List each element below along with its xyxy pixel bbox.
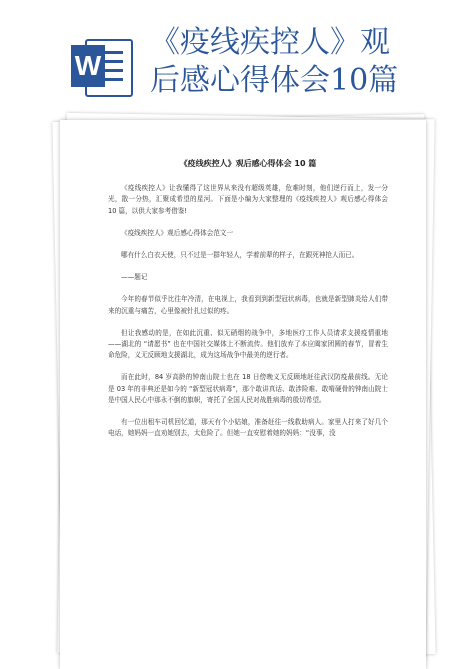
section-heading: 《疫线疾控人》观后感心得体会范文一 <box>121 228 234 237</box>
banner-title-line2: 后感心得体会10篇 <box>150 63 399 98</box>
header <box>0 0 474 118</box>
banner-title-line1: 《疫线疾控人》观 <box>150 25 390 60</box>
document-page <box>60 120 426 669</box>
body-paragraph: 而在此时，84 岁高龄的钟南山院士也在 18 日傍晚义无反顾地赶往武汉防疫最前线。无论是 03 年的非典还是如今的 “新型冠状病毒”，那个敢讲真话、敢涉险难、敢啃硬骨的钟南山院士是中国人民心中那永不倒的旗帜，寄托了全国人民对战胜病毒的殷切希望。 <box>108 373 388 404</box>
banner-title <box>150 24 470 100</box>
body-paragraph: 但让我感动的是，在如此沉重、似无硝烟的战争中，多地医疗工作人员请求支援疫情重地——湖北的 “请愿书” 也在中国社交媒体上不断流传。他们放弃了本应阖家团圆的春节，冒着生命危险，义无反顾地支援湖北，成为这场战争中最美的逆行者。 <box>108 328 388 360</box>
body-paragraph: 有一位出租车司机回忆道，那天有个小姑娘，准备赶往一线救助病人。家里人打来了好几个电话，她妈妈一直劝她别去，太危险了。但她一直安慰着她的妈妈：“没事，没 <box>108 418 388 438</box>
word-document-icon <box>71 35 133 97</box>
epigraph-signature: ——题记 <box>121 273 148 282</box>
intro-paragraph: 《疫线疾控人》让我懂得了这世界从来没有超级英雄，危难时刻，他们逆行而上，发一分光，散一分热，汇聚成希望的星河。下面是小编为大家整理的《疫线疾控人》观后感心得体会 10 篇，以供大家参考借鉴! <box>108 184 388 215</box>
word-letter-badge: W <box>71 45 105 87</box>
document-title: 《疫线疾控人》观后感心得体会 10 篇 <box>179 159 317 168</box>
body-paragraph: 今年的春节似乎比往年冷清，在电视上，我看到到新型冠状病毒，也就是新型肺炎给人们带来的沉重与痛苦，心里像被针扎过似的疼。 <box>108 295 388 315</box>
document-content <box>108 158 388 450</box>
epigraph-quote: 哪有什么白衣天使，只不过是一群年轻人，学着前辈的样子，在跟死神抢人而已。 <box>121 251 359 260</box>
